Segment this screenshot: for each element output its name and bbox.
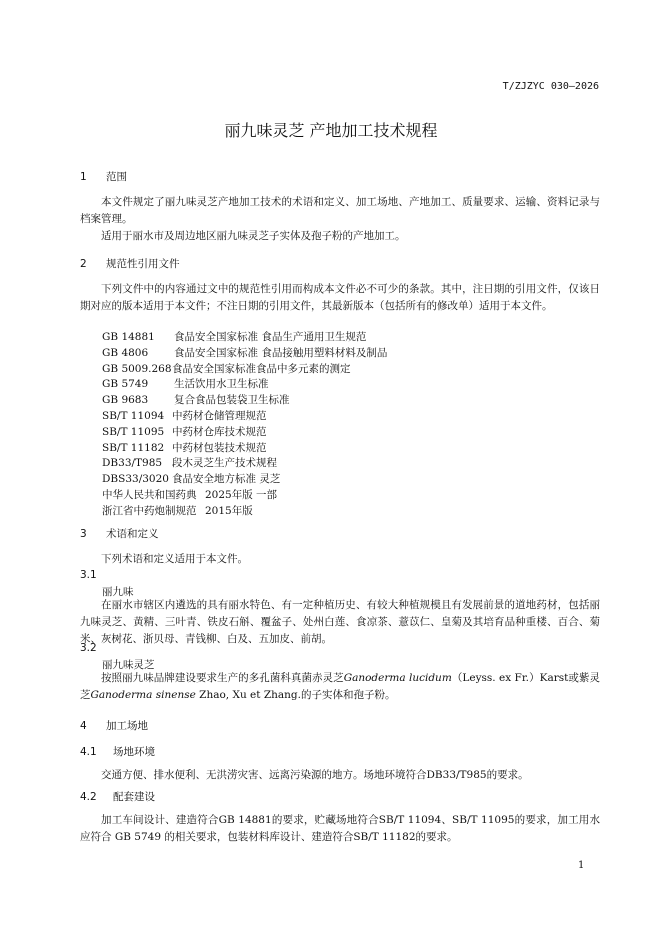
reference-item: SB/T 11182 中药材包装技术规范 (102, 441, 267, 454)
section-number: 2 (80, 258, 87, 270)
term-3-2-number: 3.2 (80, 642, 97, 654)
reference-item: GB 14881 食品安全国家标准 食品生产通用卫生规范 (102, 331, 367, 343)
section-number: 1 (80, 171, 87, 183)
document-title: 丽九味灵芝 产地加工技术规程 (224, 121, 438, 140)
section-number: 3 (80, 528, 87, 540)
subsection-4-2-text: 加工车间设计、建造符合GB 14881的要求，贮藏场地符合SB/T 11094、SB/T 11095的要求，加工用水应符合 GB 5749 的相关要求，包装材料库设计、建造符合SB/T 11182的要求。 (80, 814, 600, 843)
term-3-1-definition: 在丽水市辖区内遴选的具有丽水特色、有一定种植历史、有较大种植规模且有发展前景的道地药材，包括丽九味灵芝、黄精、三叶青、铁皮石斛、覆盆子、处州白莲、食凉茶、薏苡仁、皇菊及其培育品种重楼、百合、菊米、灰树花、浙贝母、青钱柳、白及、五加皮、前胡。 (80, 599, 600, 645)
reference-item: 浙江省中药炮制规范 2015年版 (102, 504, 253, 517)
section-1-paragraph-2: 适用于丽水市及周边地区丽九味灵芝子实体及孢子粉的产地加工。 (101, 230, 406, 242)
section-title: 术语和定义 (106, 528, 159, 540)
section-3-intro: 下列术语和定义适用于本文件。 (101, 553, 248, 565)
section-title: 加工场地 (106, 720, 148, 732)
section-2-paragraph: 下列文件中的内容通过文中的规范性引用而构成本文件必不可少的条款。其中，注日期的引用文件，仅该日期对应的版本适用于本文件；不注日期的引用文件，其最新版本（包括所有的修改单）适用于本文件。 (80, 283, 600, 312)
section-3-heading (80, 526, 159, 541)
reference-item: GB 9683 复合食品包装袋卫生标准 (102, 394, 290, 407)
term-3-2-name: 丽九味灵芝 (102, 659, 155, 671)
section-title: 范围 (106, 171, 127, 183)
reference-item: GB 4806 食品安全国家标准 食品接触用塑料材料及制品 (102, 346, 388, 359)
reference-item: DB33/T985 段木灵芝生产技术规程 (102, 457, 277, 470)
subsection-4-2-heading: 4.2 配套建设 (80, 791, 155, 803)
section-number: 4 (80, 720, 87, 732)
reference-item: GB 5009.268食品安全国家标准食品中多元素的测定 (102, 362, 351, 375)
term-3-1-name: 丽九味 (102, 586, 134, 598)
reference-item: GB 5749 生活饮用水卫生标准 (102, 378, 269, 391)
reference-item: 中华人民共和国药典 2025年版 一部 (102, 488, 278, 501)
section-title: 规范性引用文件 (106, 258, 180, 270)
section-1-heading (80, 169, 127, 184)
page-number: 1 (578, 860, 585, 871)
section-1-paragraph-1: 本文件规定了丽九味灵芝产地加工技术的术语和定义、加工场地、产地加工、质量要求、运输、资料记录与档案管理。 (80, 196, 600, 225)
reference-item: SB/T 11095 中药材仓库技术规范 (102, 425, 267, 438)
section-4-heading (80, 718, 148, 733)
section-2-heading (80, 256, 180, 271)
reference-item: DBS33/3020 食品安全地方标准 灵芝 (102, 473, 281, 486)
reference-item: SB/T 11094 中药材仓储管理规范 (102, 409, 267, 422)
subsection-4-1-text: 交通方便、排水便利、无洪涝灾害、远离污染源的地方。场地环境符合DB33/T985的要求。 (101, 769, 529, 781)
reference-list (102, 330, 387, 520)
subsection-4-1-heading: 4.1 场地环境 (80, 746, 155, 758)
term-3-1-number: 3.1 (80, 569, 97, 581)
term-3-2-definition: 按照丽九味品牌建设要求生产的多孔菌科真菌赤灵芝Ganoderma lucidum（Leyss. ex Fr.）Karst或紫灵芝Ganoderma sinense Zhao, Xu et Zhang.的子实体和孢子粉。 (80, 672, 601, 701)
standard-number: T/ZJZYC 030—2026 (502, 81, 599, 92)
